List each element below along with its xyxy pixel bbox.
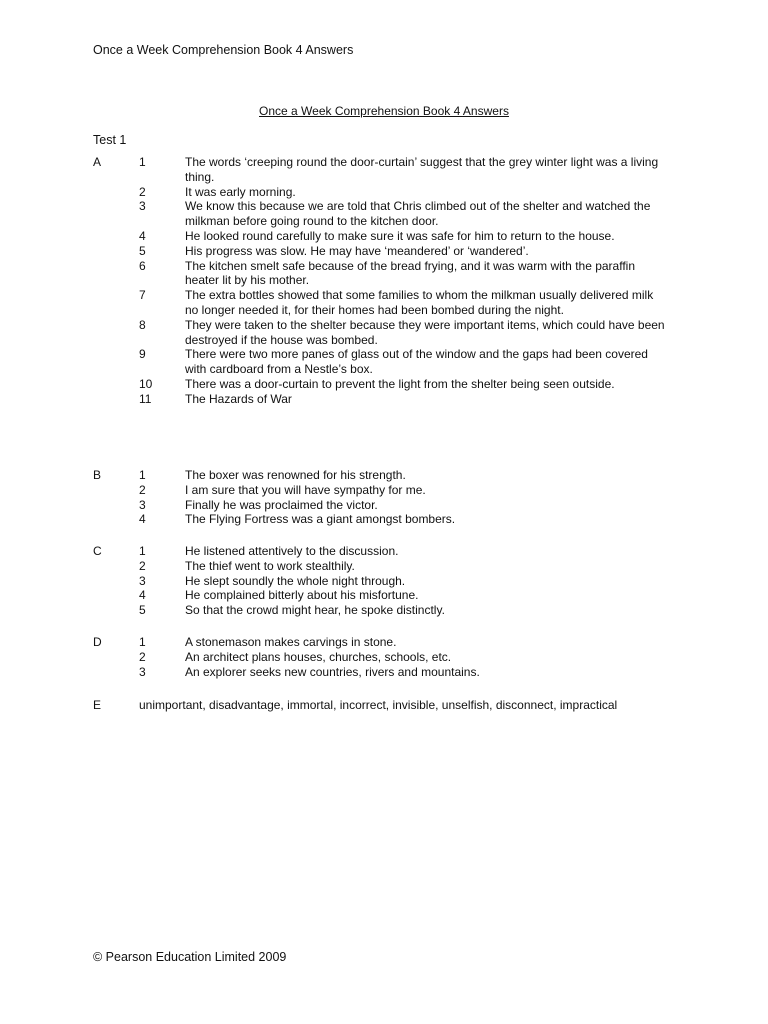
answer-text: We know this because we are told that Chris climbed out of the shelter and watched the milkman before going round to the kitchen door. [185,199,651,229]
answer-text: It was early morning. [185,184,296,199]
answer-item [0,288,768,318]
answer-number: 1 [139,635,146,649]
answer-number: 4 [139,588,146,603]
answer-item [0,635,768,650]
answer-number: 10 [139,376,153,391]
answer-text: I am sure that you will have sympathy for me. [185,482,426,497]
answer-text: His progress was slow. He may have ‘meandered’ or ‘wandered’. [185,243,529,258]
answer-item [0,559,768,574]
answer-text: The Flying Fortress was a giant amongst bombers. [185,512,456,527]
answer-text: He looked round carefully to make sure it was safe for him to return to the house. [185,228,615,243]
answer-number: 2 [139,482,146,497]
answer-number: 8 [139,317,146,332]
answer-number: 3 [139,573,146,588]
answer-item [0,650,768,665]
answer-text: He slept soundly the whole night through. [185,573,406,588]
section-letter: A [93,155,102,169]
answer-number: 4 [139,512,146,527]
answer-item [0,588,768,603]
answer-number: 7 [139,288,146,303]
test-label: Test 1 [93,133,127,147]
section-a [0,155,768,407]
answer-number: 1 [139,544,146,558]
answer-item [0,318,768,348]
answer-number: 3 [139,497,146,512]
answer-item [0,185,768,200]
section-letter: E [93,698,102,712]
answer-item [0,468,768,483]
answer-item [0,244,768,259]
answer-number: 6 [139,258,146,273]
section-b [0,468,768,527]
answer-item [0,377,768,392]
answer-number: 11 [139,391,152,406]
answer-item [0,665,768,680]
answer-text: The thief went to work stealthily. [185,558,355,573]
answer-text: Finally he was proclaimed the victor. [185,497,378,512]
answer-number: 1 [139,155,146,169]
answer-text: An explorer seeks new countries, rivers and mountains. [185,664,480,679]
running-header: Once a Week Comprehension Book 4 Answers [93,43,354,57]
section-letter: B [93,468,102,482]
answer-item [0,483,768,498]
answer-text: There were two more panes of glass out of the window and the gaps had been covered with cardboard from a Nestle’s box. [185,347,648,377]
answer-number: 9 [139,347,146,362]
answer-item [0,259,768,289]
answer-number: 2 [139,558,146,573]
section-d [0,635,768,679]
answer-text: He complained bitterly about his misfortune. [185,588,419,603]
document-title [0,104,768,118]
answer-number: 3 [139,664,146,679]
answer-item [0,392,768,407]
answer-text: They were taken to the shelter because they were important items, which could have been destroyed if the house was bombed. [185,317,665,347]
answer-item [0,155,768,185]
answer-number: 4 [139,228,146,243]
section-c [0,544,768,618]
answer-number: 1 [139,468,146,482]
answer-text: The boxer was renowned for his strength. [185,468,406,482]
answer-text: The Hazards of War [185,391,292,406]
answer-item [0,199,768,229]
section-letter: D [93,635,102,649]
answer-text: There was a door-curtain to prevent the light from the shelter being seen outside. [185,376,615,391]
copyright-footer: © Pearson Education Limited 2009 [93,950,287,964]
answer-item [0,498,768,513]
answer-text: A stonemason makes carvings in stone. [185,635,397,649]
answer-item [0,347,768,377]
answer-item [0,512,768,527]
answer-number: 5 [139,603,146,618]
answer-text: unimportant, disadvantage, immortal, incorrect, invisible, unselfish, disconnect, impractical [139,698,618,712]
answer-number: 5 [139,243,146,258]
answer-item [0,574,768,589]
answer-number: 2 [139,184,146,199]
answer-text: So that the crowd might hear, he spoke distinctly. [185,603,445,618]
section-e [0,698,768,713]
answer-item [0,229,768,244]
answer-text: An architect plans houses, churches, schools, etc. [185,649,452,664]
document-title-text: Once a Week Comprehension Book 4 Answers [259,104,509,118]
answer-text: He listened attentively to the discussion. [185,544,399,558]
answer-text: The kitchen smelt safe because of the bread frying, and it was warm with the paraffin heater lit by his mother. [185,258,636,288]
answer-text: The extra bottles showed that some families to whom the milkman usually delivered milk no longer needed it, for their homes had been bombed during the night. [185,288,654,317]
answer-item [0,544,768,559]
answer-number: 3 [139,199,146,214]
answer-text: The words ‘creeping round the door-curtain’ suggest that the grey winter light was a living thing. [185,155,659,184]
answer-number: 2 [139,649,146,664]
section-letter: C [93,544,102,558]
answer-item [0,603,768,618]
